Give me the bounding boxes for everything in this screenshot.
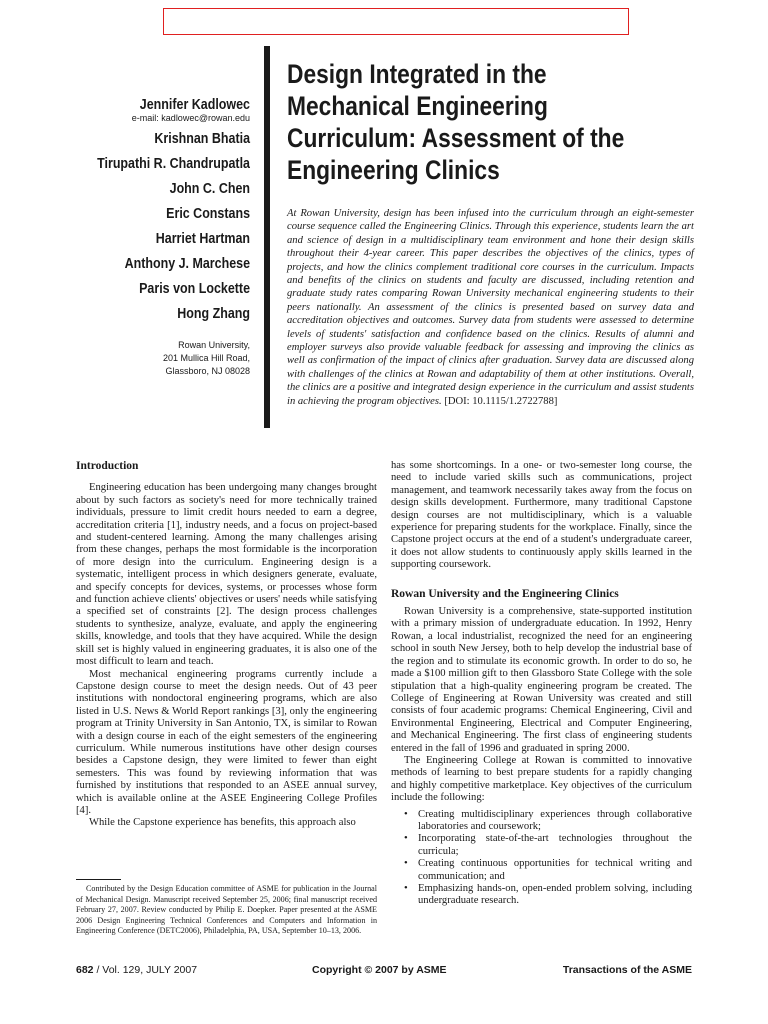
- list-item: [404, 858, 692, 883]
- highlight-box: [163, 8, 629, 35]
- author-name: Krishnan Bhatia: [154, 131, 250, 147]
- abstract: [287, 207, 694, 408]
- affiliation-line: Rowan University,: [178, 340, 250, 350]
- objectives-list: [391, 809, 692, 908]
- paragraph: While the Capstone experience has benefits, this approach also: [89, 817, 356, 829]
- right-column: [391, 460, 692, 908]
- volume-info: / Vol. 129, JULY 2007: [93, 964, 198, 976]
- paragraph: Engineering education has been undergoing many changes brought about by such factors as society's need for more technically trained individuals, pressure to limit credit hours needed to earn a degree, accreditation criteria [1], industry needs, and a focus on project-based and student-centered learning. Among the many challenges arising from these changes, perhaps the most formidable is the incorporation of more design into the curriculum. Engineering design is a systematic, intelligent process in which designers generate, evaluate, and specify concepts for devices, systems, or processes whose form and function achieve clients' objectives or users' needs while satisfying a specified set of constraints [2]. The design process challenges students to synthesize, analyze, evaluate, and apply the engineering skills, knowledge, and tools that they have acquired. While the design skill set is highly valued in engineering graduates, it is also one of the most difficult to learn and teach.: [76, 482, 377, 668]
- list-item-text: Creating continuous opportunities for technical writing and communication; and: [418, 858, 692, 882]
- paper-title: Design Integrated in the Mechanical Engineering Curriculum: Assessment of the Engineering Clinics: [287, 59, 625, 185]
- page-number: 682: [76, 964, 94, 976]
- list-item-text: Creating multidisciplinary experiences through collaborative laboratories and coursework;: [418, 808, 692, 832]
- author-email: e-mail: kadlowec@rowan.edu: [131, 113, 250, 123]
- section-heading-introduction: Introduction: [76, 460, 139, 472]
- section-heading-rowan: Rowan University and the Engineering Clinics: [391, 587, 619, 600]
- list-item-text: Emphasizing hands-on, open-ended problem solving, including undergraduate research.: [418, 883, 692, 907]
- left-column: [76, 460, 377, 830]
- footer-citation: [76, 964, 197, 976]
- doi: [DOI: 10.1115/1.2722788]: [444, 395, 558, 407]
- author-name: Harriet Hartman: [155, 231, 250, 247]
- footnote-rule: [76, 879, 121, 880]
- bullet-icon: •: [404, 883, 408, 894]
- journal-name: Transactions of the ASME: [562, 964, 692, 976]
- author-name: John C. Chen: [169, 181, 250, 197]
- author-name: Eric Constans: [166, 206, 250, 222]
- paragraph: The Engineering College at Rowan is committed to innovative methods of learning to best prepare students for a rapidly changing and highly competitive marketplace. Key objectives of the curriculum include the following:: [391, 754, 692, 804]
- paragraph: has some shortcomings. In a one- or two-semester long course, the need to include varied skills such as communications, project management, and teamwork necessarily takes away from the focus on design skills development. Furthermore, many traditional Capstone design courses are not multidisciplinary, which is a valuable experience for preparing students for the workplace. Finally, since the Capstone project occurs at the end of a student's undergraduate career, it does not allow students to continuously apply skills learned in the supporting coursework.: [391, 460, 692, 571]
- author-name: Tirupathi R. Chandrupatla: [97, 156, 250, 172]
- title-divider-bar: [264, 46, 270, 428]
- abstract-text: At Rowan University, design has been infused into the curriculum through an eight-semester course sequence called the Engineering Clinics. Through this experience, students learn the art and science of design in a multidisciplinary team environment and hone their design skills throughout their 4-year career. This paper describes the objectives of the clinics, types of projects, and how the clinics complement traditional core courses in the curriculum. Impacts and benefits of the clinics on students and faculty are discussed, including retention and graduate study rates comparing Rowan University mechanical engineering students to their peers nationally. An assessment of the clinics is presented based on survey data and accreditation objectives and outcomes. Survey data from students were assessed to determine levels of students' satisfaction and confidence based on the clinics. Results of alumni and employer surveys also provide valuable feedback for assessing and improving the clinics as well as confirmation of the impact of clinics after graduation. Survey data are discussed along with challenges of the clinics at Rowan and adaptability of them at other institutions. Overall, the clinics are a positive and integrated design experience in the curriculum and assist students in achieving the program objectives.: [287, 208, 694, 407]
- footnote: Contributed by the Design Education committee of ASME for publication in the Journal of Mechanical Design. Manuscript received September 25, 2006; final manuscript received February 27, 2007. Review conducted by Philip E. Doepker. Paper presented at the ASME 2006 Design Engineering Technical Conferences and Computers and Information in Engineering Conference (DETC2006), Philadelphia, PA, USA, September 10–13, 2006.: [76, 884, 377, 936]
- paragraph: Rowan University is a comprehensive, state-supported institution with a primary mission of undergraduate education. In 1992, Henry Rowan, a local industrialist, recognized the need for an engineering school in south New Jersey, both to help develop the industrial base of the region and to stimulate its economic growth. In order to do so, he made a $100 million gift to then Glassboro State College with the sole stipulation that a high-quality engineering program be created. The College of Engineering at Rowan University was created and still consists of four academic programs: Chemical Engineering, Civil and Environmental Engineering, Electrical and Computer Engineering, and Mechanical Engineering. The first class of engineering students entered in the fall of 1996 and graduated in spring 2000.: [391, 606, 692, 754]
- list-item: [404, 809, 692, 834]
- author-list: [60, 96, 250, 378]
- author-name: Jennifer Kadlowec: [139, 97, 250, 113]
- author-name: Hong Zhang: [177, 306, 250, 322]
- bullet-icon: •: [404, 858, 408, 870]
- affiliation-line: 201 Mullica Hill Road,: [162, 353, 250, 363]
- list-item: [404, 883, 692, 908]
- paragraph: Most mechanical engineering programs currently include a Capstone design course to meet the design needs. Out of 43 peer institutions with nondoctoral engineering programs, which are also listed in U.S. News & World Report rankings [3], only the engineering program at Trinity University in San Antonio, TX, is similar to Rowan with a design course in each of the eight semesters of the engineering curriculum. While numerous institutions have other design courses besides a Capstone design, they were limited to fewer than eight semesters. This was found by reviewing information that was furnished by institutions that responded to an ASEE annual survey, which is available online at the ASEE Engineering College Profiles [4].: [76, 668, 377, 816]
- author-name: Anthony J. Marchese: [124, 256, 250, 272]
- list-item-text: Incorporating state-of-the-art technologies throughout the curricula;: [418, 833, 692, 857]
- copyright: Copyright © 2007 by ASME: [312, 964, 447, 976]
- affiliation: [60, 339, 250, 378]
- bullet-icon: •: [404, 833, 408, 845]
- bullet-icon: •: [404, 808, 408, 820]
- author-name: Paris von Lockette: [139, 281, 250, 297]
- list-item: [404, 833, 692, 858]
- affiliation-line: Glassboro, NJ 08028: [165, 366, 250, 376]
